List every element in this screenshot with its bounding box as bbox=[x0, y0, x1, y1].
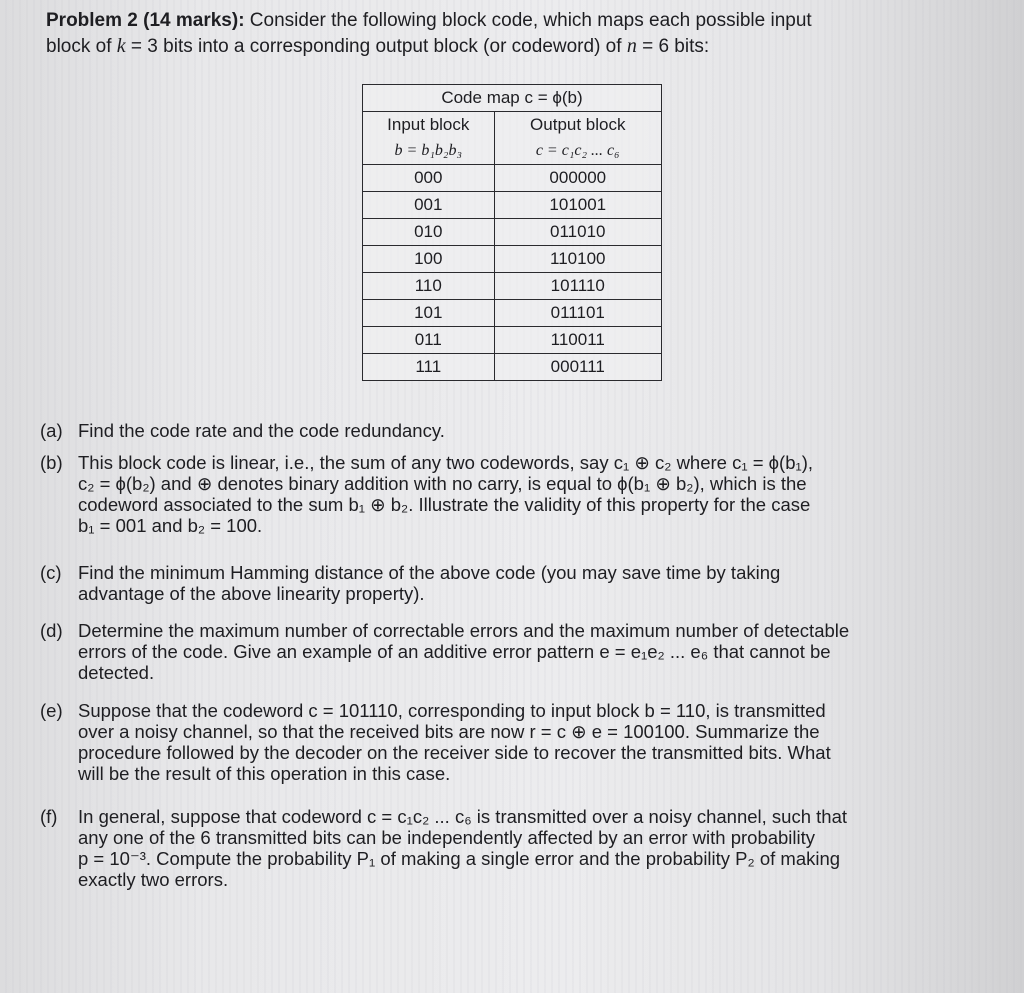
output-cell: 011101 bbox=[494, 300, 661, 327]
table-title: Code map c = ϕ(b) bbox=[363, 85, 662, 112]
input-cell: 111 bbox=[363, 354, 495, 381]
question-line: procedure followed by the decoder on the receiver side to recover the transmitted bits. What bbox=[78, 742, 831, 763]
code-map-table bbox=[362, 84, 662, 381]
question-label: (d) bbox=[40, 620, 63, 641]
question-text: Find the code rate and the code redundancy. bbox=[78, 420, 445, 441]
problem-label: Problem 2 (14 marks): bbox=[46, 10, 245, 31]
col-sub-input: b = b₁b₂b₃ bbox=[363, 138, 495, 165]
output-cell: 101001 bbox=[494, 192, 661, 219]
output-cell: 110011 bbox=[494, 327, 661, 354]
input-cell: 001 bbox=[363, 192, 495, 219]
col-sub-output: c = c₁c₂ ... c₆ bbox=[494, 138, 661, 165]
question-line: any one of the 6 transmitted bits can be independently affected by an error with probability bbox=[78, 827, 816, 848]
question-line: advantage of the above linearity property). bbox=[78, 583, 425, 604]
question-d bbox=[40, 620, 990, 683]
question-line: In general, suppose that codeword c = c₁c₂ ... c₆ is transmitted over a noisy channel, such that bbox=[78, 806, 847, 827]
k-variable: k bbox=[116, 35, 126, 57]
question-label: (f) bbox=[40, 806, 58, 827]
question-line: codeword associated to the sum b₁ ⊕ b₂. Illustrate the validity of this property for the case bbox=[78, 494, 811, 515]
question-f bbox=[40, 806, 990, 890]
table-row bbox=[363, 354, 662, 381]
question-line: will be the result of this operation in this case. bbox=[78, 763, 451, 784]
question-e bbox=[40, 700, 990, 784]
line2-end: = 6 bits: bbox=[636, 36, 710, 57]
question-line: over a noisy channel, so that the received bits are now r = c ⊕ e = 100100. Summarize the bbox=[78, 721, 820, 742]
output-cell: 101110 bbox=[494, 273, 661, 300]
question-label: (c) bbox=[40, 562, 62, 583]
question-c bbox=[40, 562, 990, 604]
input-cell: 011 bbox=[363, 327, 495, 354]
input-cell: 010 bbox=[363, 219, 495, 246]
line2-prefix: block of bbox=[46, 36, 117, 57]
line2-mid: = 3 bits into a corresponding output block (or codeword) of bbox=[125, 36, 627, 57]
question-line: Suppose that the codeword c = 101110, corresponding to input block b = 110, is transmitted bbox=[78, 700, 826, 721]
table-row bbox=[363, 327, 662, 354]
problem-statement-line-1 bbox=[46, 10, 812, 32]
problem-intro: Consider the following block code, which maps each possible input bbox=[244, 10, 812, 31]
output-cell: 011010 bbox=[494, 219, 661, 246]
question-line: exactly two errors. bbox=[78, 869, 229, 890]
col-header-input: Input block bbox=[363, 112, 495, 139]
input-cell: 000 bbox=[363, 165, 495, 192]
question-line: c₂ = ϕ(b₂) and ⊕ denotes binary addition with no carry, is equal to ϕ(b₁ ⊕ b₂), which is the bbox=[78, 473, 807, 494]
question-line: Find the minimum Hamming distance of the above code (you may save time by taking bbox=[78, 562, 781, 583]
table-row bbox=[363, 219, 662, 246]
question-line: detected. bbox=[78, 662, 155, 683]
question-line: b₁ = 001 and b₂ = 100. bbox=[78, 515, 263, 536]
question-label: (e) bbox=[40, 700, 63, 721]
n-variable: n bbox=[626, 35, 637, 57]
problem-statement-line-2 bbox=[46, 35, 709, 58]
output-cell: 000000 bbox=[494, 165, 661, 192]
input-cell: 101 bbox=[363, 300, 495, 327]
col-header-output: Output block bbox=[494, 112, 661, 139]
output-cell: 110100 bbox=[494, 246, 661, 273]
table-row bbox=[363, 192, 662, 219]
output-cell: 000111 bbox=[494, 354, 661, 381]
table-row bbox=[363, 246, 662, 273]
input-cell: 110 bbox=[363, 273, 495, 300]
question-line: p = 10⁻³. Compute the probability P₁ of making a single error and the probability P₂ of making bbox=[78, 848, 841, 869]
question-a bbox=[40, 420, 990, 441]
question-line: Determine the maximum number of correctable errors and the maximum number of detectable bbox=[78, 620, 850, 641]
table-row bbox=[363, 273, 662, 300]
question-line: This block code is linear, i.e., the sum of any two codewords, say c₁ ⊕ c₂ where c₁ = ϕ(b₁), bbox=[78, 452, 814, 473]
question-line: errors of the code. Give an example of an additive error pattern e = e₁e₂ ... e₆ that cannot be bbox=[78, 641, 831, 662]
question-label: (b) bbox=[40, 452, 63, 473]
input-cell: 100 bbox=[363, 246, 495, 273]
table-row bbox=[363, 165, 662, 192]
question-b bbox=[40, 452, 990, 536]
question-label: (a) bbox=[40, 420, 63, 441]
table-row bbox=[363, 300, 662, 327]
